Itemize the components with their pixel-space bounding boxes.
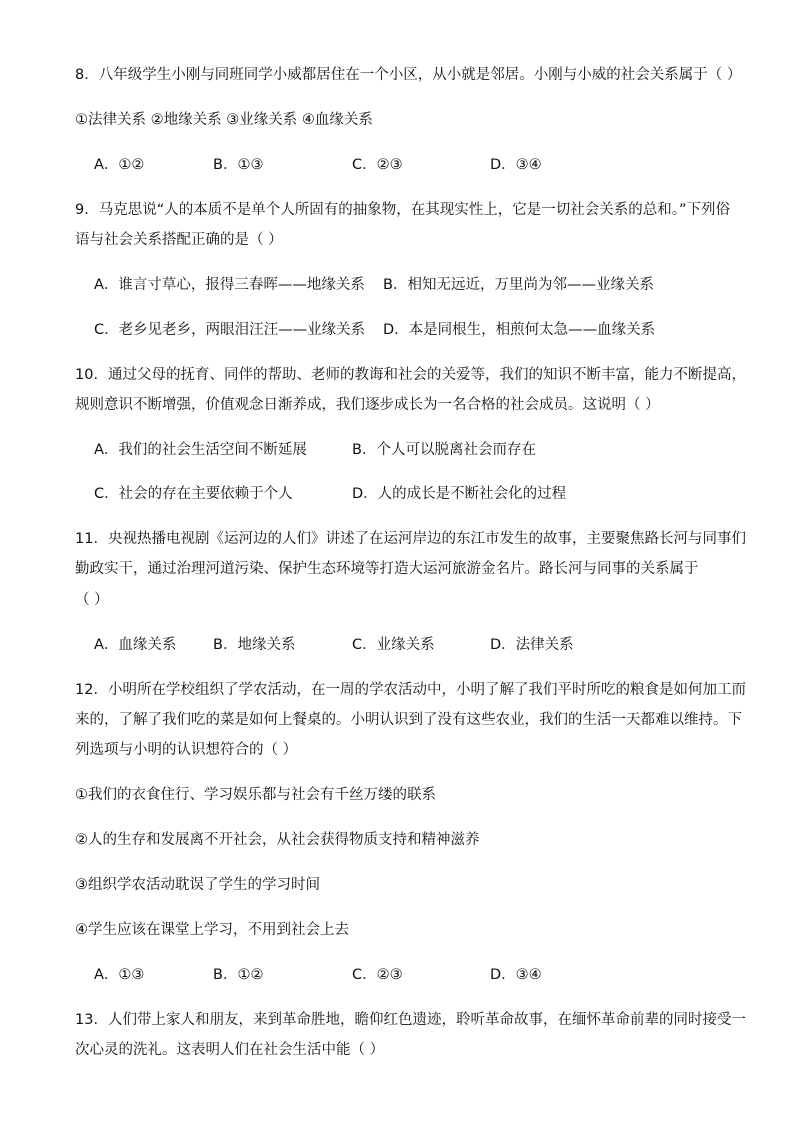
question-12-stem-line-1: 12．小明所在学校组织了学农活动，在一周的学农活动中，小明了解了我们平时所吃的粮食是如何加工而 (75, 682, 746, 698)
question-9-stem-line-2: 语与社会关系搭配正确的是（ ） (75, 232, 283, 248)
question-12-statement-1: ①我们的衣食住行、学习娱乐都与社会有千丝万缕的联系 (75, 787, 436, 803)
question-8-items: ①法律关系 ②地缘关系 ③业缘关系 ④血缘关系 (75, 112, 373, 128)
question-9-option-b: B．相知无远近，万里尚为邻——业缘关系 (383, 277, 654, 293)
question-12-stem-line-2: 来的，了解了我们吃的菜是如何上餐桌的。小明认识到了没有这些农业，我们的生活一天都难以维持。下 (75, 712, 742, 728)
question-10-option-a: A．我们的社会生活空间不断延展 (94, 442, 307, 458)
question-10-stem-line-1: 10．通过父母的抚育、同伴的帮助、老师的教诲和社会的关爱等，我们的知识不断丰富，能力不断提高， (75, 367, 746, 383)
question-12-statement-4: ④学生应该在课堂上学习，不用到社会上去 (75, 922, 349, 938)
question-10-option-b: B．个人可以脱离社会而存在 (352, 442, 536, 458)
question-10-option-d: D．人的成长是不断社会化的过程 (352, 486, 567, 502)
question-12-option-b: B．①② (213, 967, 264, 983)
question-12-statement-2: ②人的生存和发展离不开社会，从社会获得物质支持和精神滋养 (75, 832, 480, 848)
question-9-option-d: D．本是同根生，相煎何太急——血缘关系 (383, 322, 656, 338)
question-13-stem-line-1: 13．人们带上家人和朋友，来到革命胜地，瞻仰红色遗迹，聆听革命故事，在缅怀革命前辈的同时接受一 (75, 1012, 746, 1028)
question-8-option-a: A．①② (94, 157, 145, 173)
question-13-stem-line-2: 次心灵的洗礼。这表明人们在社会生活中能（ ） (75, 1042, 385, 1058)
question-11-stem-line-3: （ ） (75, 592, 109, 608)
question-12-option-a: A．①③ (94, 967, 145, 983)
question-9-stem-line-1: 9．马克思说“人的本质不是单个人所固有的抽象物，在其现实性上，它是一切社会关系的总和。”下列俗 (75, 202, 730, 218)
question-11-option-a: A．血缘关系 (94, 637, 177, 653)
question-12-stem-line-3: 列选项与小明的认识想符合的（ ） (75, 742, 298, 758)
question-11-stem-line-2: 勤政实干，通过治理河道污染、保护生态环境等打造大运河旅游金名片。路长河与同事的关系属于 (75, 561, 699, 577)
question-8-option-c: C．②③ (352, 157, 403, 173)
question-9-option-a: A．谁言寸草心，报得三春晖——地缘关系 (94, 277, 365, 293)
question-12-option-c: C．②③ (352, 967, 403, 983)
question-11-option-d: D．法律关系 (490, 637, 574, 653)
question-11-stem-line-1: 11．央视热播电视剧《运河边的人们》讲述了在运河岸边的东江市发生的故事，主要聚焦路长河与同事们 (75, 531, 746, 547)
question-10-stem-line-2: 规则意识不断增强，价值观念日渐养成，我们逐步成长为一名合格的社会成员。这说明（ ） (75, 397, 660, 413)
question-8-option-b: B．①③ (213, 157, 264, 173)
question-8-option-d: D．③④ (490, 157, 542, 173)
question-10-option-c: C．社会的存在主要依赖于个人 (94, 486, 293, 502)
question-11-option-c: C．业缘关系 (352, 637, 435, 653)
question-9-option-c: C．老乡见老乡，两眼泪汪汪——业缘关系 (94, 322, 366, 338)
question-8-stem: 8．八年级学生小刚与同班同学小威都居住在一个小区，从小就是邻居。小刚与小威的社会关系属于（ ） (75, 67, 742, 83)
question-12-option-d: D．③④ (490, 967, 542, 983)
question-12-statement-3: ③组织学农活动耽误了学生的学习时间 (75, 877, 320, 893)
question-11-option-b: B．地缘关系 (213, 637, 296, 653)
